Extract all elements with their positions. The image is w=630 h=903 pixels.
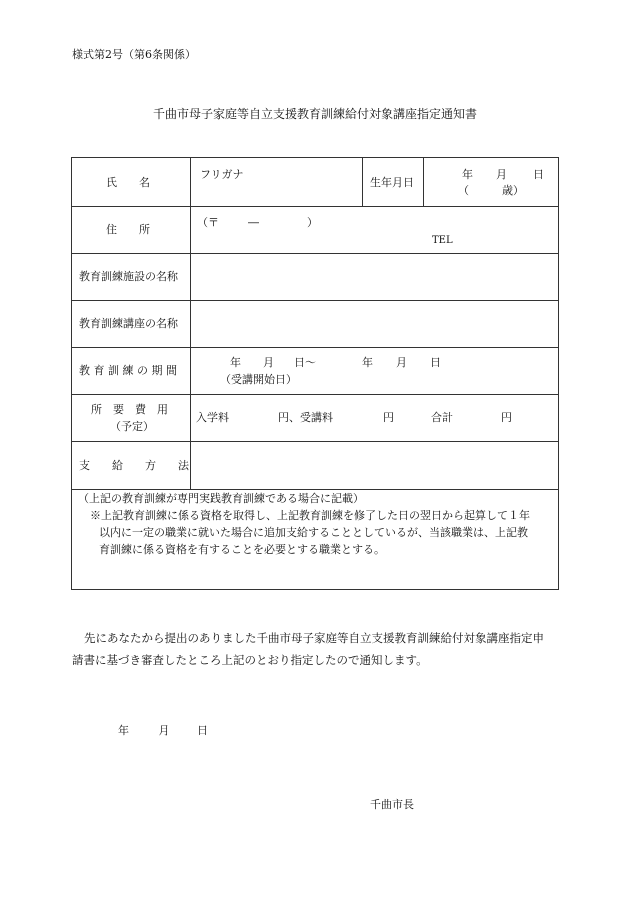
birth-year: 年 (462, 168, 473, 181)
admission-fee-label: 入学料 (196, 411, 229, 424)
notification-date (118, 723, 208, 738)
row-divider (72, 441, 558, 442)
column-divider (190, 158, 191, 489)
document-title: 千曲市母子家庭等自立支援教育訓練給付対象講座指定通知書 (152, 107, 477, 121)
date-day: 日 (197, 724, 208, 737)
form-number: 様式第2号（第6条関係） (72, 48, 196, 61)
period-start-year: 年 (230, 356, 241, 369)
date-month: 月 (158, 724, 170, 737)
address-label: 住 所 (106, 223, 150, 236)
tel-label: TEL (432, 235, 453, 246)
body-line: 請書に基づき審査したところ上記のとおり指定したので通知します。 (72, 653, 428, 667)
notification-body (72, 627, 562, 671)
birth-day: 日 (533, 168, 544, 181)
cost-label: 所 要 費 用 (91, 403, 168, 416)
body-line: 先にあなたから提出のありました千曲市母子家庭等自立支援教育訓練給付対象講座指定申 (84, 631, 544, 645)
period-start-note: （受講開始日） (220, 373, 297, 386)
application-table (71, 157, 559, 590)
payment-method-label: 支 給 方 法 (79, 459, 189, 472)
postal-open: （〒 (197, 216, 219, 229)
name-label: 氏 名 (106, 176, 150, 189)
facility-name-label: 教育訓練施設の名称 (79, 270, 178, 283)
admission-fee-unit: 円、受講料 (278, 411, 333, 424)
signer-title: 千曲市長 (370, 798, 414, 811)
period-start-day: 日～ (294, 356, 316, 369)
row-divider (72, 300, 558, 301)
age-unit: 歳） (502, 184, 524, 197)
row-divider (72, 347, 558, 348)
period-end-day: 日 (430, 356, 441, 369)
column-divider (362, 158, 363, 206)
period-end-year: 年 (362, 356, 373, 369)
cost-sublabel: （予定） (110, 420, 154, 433)
birthdate-label: 生年月日 (370, 176, 414, 189)
note-line: ※上記教育訓練に係る資格を取得し、上記教育訓練を修了した日の翌日から起算して１年 (90, 509, 530, 522)
tuition-unit: 円 (383, 411, 394, 424)
furigana-label: フリガナ (200, 168, 244, 181)
column-divider (423, 158, 424, 206)
course-name-label: 教育訓練講座の名称 (79, 317, 178, 330)
note-line: 以内に一定の職業に就いた場合に追加支給することとしているが、当該職業は、上記教 (99, 526, 528, 539)
age-open: （ (458, 184, 469, 197)
row-divider (72, 253, 558, 254)
row-divider (72, 394, 558, 395)
row-divider (72, 206, 558, 207)
note-heading: （上記の教育訓練が専門実践教育訓練である場合に記載） (78, 492, 364, 505)
birth-month: 月 (496, 168, 507, 181)
training-period-label: 教 育 訓 練 の 期 間 (79, 364, 177, 377)
total-unit: 円 (501, 411, 512, 424)
note-line: 育訓練に係る資格を有することを必要とする職業とする。 (99, 543, 385, 556)
postal-dash: ― (248, 216, 259, 229)
total-label: 合計 (431, 411, 453, 424)
date-year: 年 (118, 724, 129, 737)
postal-close: ） (307, 216, 318, 229)
period-start-month: 月 (263, 356, 274, 369)
period-end-month: 月 (396, 356, 407, 369)
